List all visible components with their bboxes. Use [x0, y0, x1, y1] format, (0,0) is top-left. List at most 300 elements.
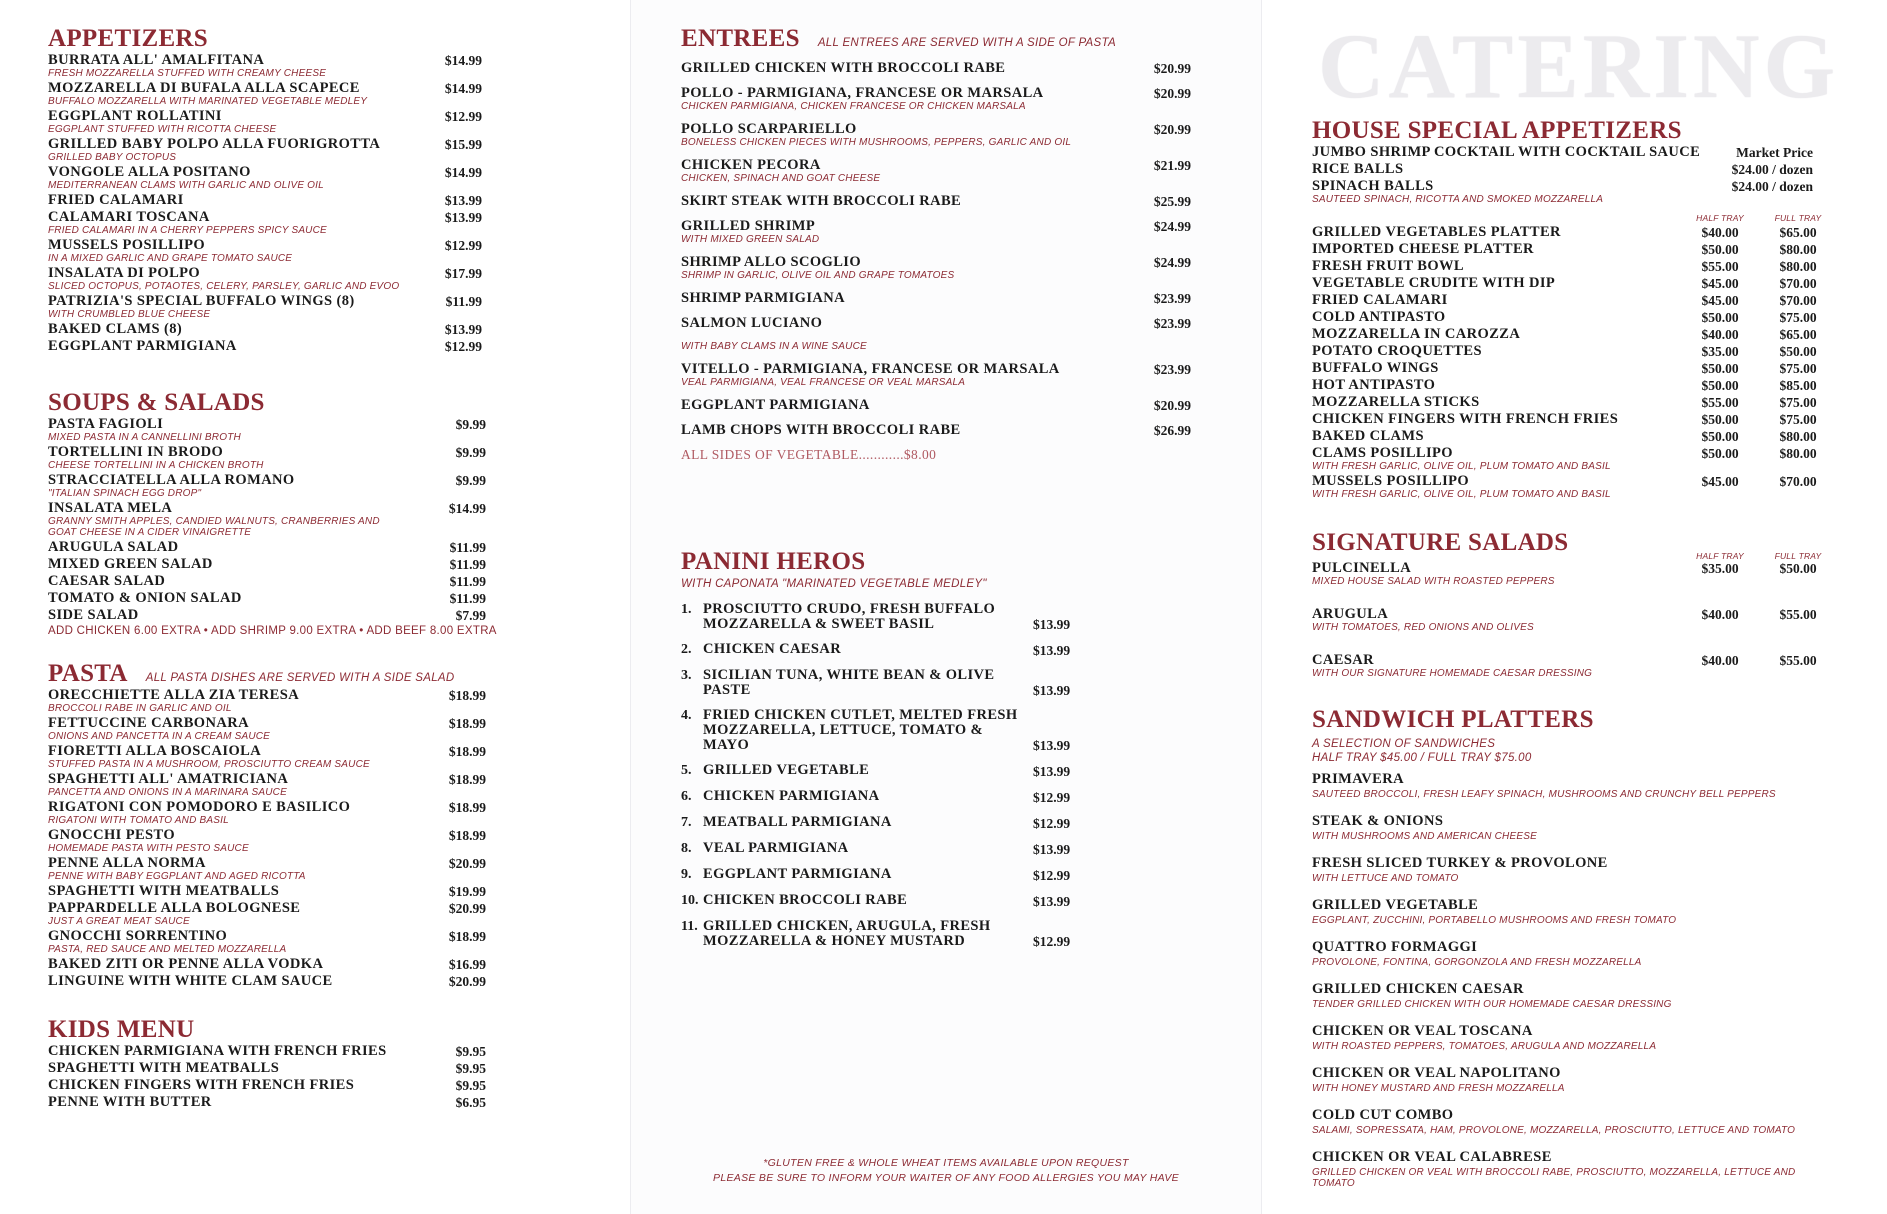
- menu-item-price: $25.99: [1153, 194, 1191, 209]
- menu-item-row: [48, 540, 582, 555]
- menu-item: [681, 341, 1201, 352]
- catering-item-name: RICE BALLS: [1312, 161, 1404, 177]
- sandwich-title: SANDWICH PLATTERS: [1312, 706, 1594, 733]
- menu-item-row: [48, 828, 582, 843]
- half-tray-price: $50.00: [1701, 429, 1739, 444]
- menu-item-price: $23.99: [1153, 362, 1191, 377]
- menu-item-row: [48, 800, 582, 815]
- menu-item-row: [48, 957, 582, 972]
- menu-item-price: $9.95: [455, 1061, 486, 1076]
- sandwich-name: CHICKEN OR VEAL CALABRESE: [1312, 1149, 1552, 1165]
- menu-item-price: $15.99: [444, 137, 482, 152]
- menu-item-name: GNOCCHI SORRENTINO: [48, 928, 228, 944]
- full-tray-price: $50.00: [1779, 561, 1817, 576]
- catering-item-name: BAKED CLAMS: [1312, 428, 1424, 444]
- sandwich-item: [1312, 1066, 1837, 1094]
- half-tray-label: HALF TRAY: [1696, 213, 1744, 223]
- menu-item-row: [681, 398, 1201, 413]
- menu-item-desc: GRILLED BABY OCTOPUS: [48, 152, 177, 163]
- pasta-section: [48, 661, 582, 989]
- menu-item-row: [48, 445, 582, 460]
- half-tray-price: $50.00: [1701, 378, 1739, 393]
- menu-item-row: [48, 1044, 582, 1059]
- catering-tray-row: [1312, 293, 1837, 308]
- half-tray-price: $55.00: [1701, 259, 1739, 274]
- menu-item: [48, 137, 582, 163]
- menu-item-desc: BONELESS CHICKEN PIECES WITH MUSHROOMS, PEPPERS, GARLIC AND OIL: [681, 137, 1072, 148]
- menu-item-name: TOMATO & ONION SALAD: [48, 590, 242, 606]
- menu-item-name: GRILLED BABY POLPO ALLA FUORIGROTTA: [48, 136, 381, 152]
- sandwich-name: CHICKEN OR VEAL NAPOLITANO: [1312, 1065, 1561, 1081]
- full-tray-price: $70.00: [1779, 474, 1817, 489]
- menu-item-price: $23.99: [1153, 291, 1191, 306]
- full-tray-label: FULL TRAY: [1774, 213, 1822, 223]
- menu-item: [48, 109, 582, 135]
- menu-item: [48, 688, 582, 714]
- sandwich-name: FRESH SLICED TURKEY & PROVOLONE: [1312, 855, 1608, 871]
- menu-item-price: $20.99: [1153, 398, 1191, 413]
- catering-item-price: $24.00 / dozen: [1731, 179, 1813, 194]
- salad-name: CAESAR: [1312, 652, 1375, 668]
- menu-item-desc: FRESH MOZZARELLA STUFFED WITH CREAMY CHEESE: [48, 68, 327, 79]
- sandwich-name: GRILLED VEGETABLE: [1312, 897, 1479, 913]
- menu-item-price: $20.99: [448, 974, 486, 989]
- menu-item-price: $26.99: [1153, 423, 1191, 438]
- menu-item-name: CHICKEN PARMIGIANA WITH FRENCH FRIES: [48, 1043, 387, 1059]
- menu-item-price: $17.99: [444, 266, 482, 281]
- menu-item-row: [48, 165, 582, 180]
- salad-item: [1312, 561, 1837, 587]
- half-tray-price: $45.00: [1701, 474, 1739, 489]
- panini-item-price: $13.99: [1033, 617, 1071, 632]
- panini-item-price: $12.99: [1033, 816, 1071, 831]
- footer-notes: [631, 1156, 1261, 1186]
- panini-title: PANINI HEROS: [681, 548, 866, 575]
- panini-item: [681, 815, 1201, 831]
- sandwich-section: [1312, 707, 1837, 1189]
- menu-item-name: CHICKEN PECORA: [681, 157, 821, 173]
- menu-item-row: [48, 591, 582, 606]
- menu-item-desc: CHICKEN PARMIGIANA, CHICKEN FRANCESE OR CHICKEN MARSALA: [681, 101, 1026, 112]
- menu-item-price: $18.99: [448, 929, 486, 944]
- panini-item-number: 10.: [681, 893, 699, 908]
- menu-item: [48, 856, 582, 882]
- menu-item-price: $18.99: [448, 828, 486, 843]
- full-tray-price: $80.00: [1779, 429, 1817, 444]
- panini-item-number: 6.: [681, 789, 692, 804]
- menu-item-name: SALMON LUCIANO: [681, 315, 823, 331]
- menu-item-name: LAMB CHOPS WITH BROCCOLI RABE: [681, 422, 961, 438]
- menu-item-price: $16.99: [448, 957, 486, 972]
- menu-item-price: $14.99: [448, 501, 486, 516]
- menu-item-name: FRIED CALAMARI: [48, 192, 184, 208]
- menu-item-name: ARUGULA SALAD: [48, 539, 179, 555]
- menu-item-row: [681, 194, 1201, 209]
- menu-item-name: VITELLO - PARMIGIANA, FRANCESE OR MARSALA: [681, 361, 1060, 377]
- menu-item: [48, 339, 582, 354]
- half-tray-price: $45.00: [1701, 276, 1739, 291]
- menu-item-row: [48, 137, 582, 152]
- menu-item-price: $9.95: [455, 1078, 486, 1093]
- menu-item-row: [48, 294, 582, 309]
- panini-item-number: 4.: [681, 708, 692, 723]
- half-tray-price: $40.00: [1701, 327, 1739, 342]
- panini-item-name: GRILLED CHICKEN, ARUGULA, FRESH MOZZARELLA & HONEY MUSTARD: [703, 918, 991, 949]
- full-tray-price: $75.00: [1779, 310, 1817, 325]
- catering-item-desc: WITH FRESH GARLIC, OLIVE OIL, PLUM TOMATO AND BASIL: [1312, 489, 1611, 500]
- menu-item-price: $7.99: [455, 608, 486, 623]
- sandwich-name: COLD CUT COMBO: [1312, 1107, 1454, 1123]
- sandwich-name: GRILLED CHICKEN CAESAR: [1312, 981, 1524, 997]
- menu-item-desc: BUFFALO MOZZARELLA WITH MARINATED VEGETABLE MEDLEY: [48, 96, 368, 107]
- panini-item: [681, 602, 1201, 632]
- menu-item: [48, 1044, 582, 1059]
- menu-item: [48, 716, 582, 742]
- menu-item: [48, 957, 582, 972]
- soups-addons: ADD CHICKEN 6.00 EXTRA • ADD SHRIMP 9.00 EXTRA • ADD BEEF 8.00 EXTRA: [48, 625, 497, 637]
- soups-section: [48, 390, 582, 637]
- panini-item-number: 8.: [681, 841, 692, 856]
- catering-tray-item: [1312, 474, 1837, 500]
- full-tray-label: FULL TRAY: [1774, 551, 1822, 561]
- pasta-list: [48, 688, 582, 989]
- menu-item-name: PATRIZIA'S SPECIAL BUFFALO WINGS (8): [48, 293, 355, 309]
- house-tray-header: [1312, 213, 1837, 223]
- sandwich-item: [1312, 898, 1837, 926]
- menu-item-desc: HOMEMADE PASTA WITH PESTO SAUCE: [48, 843, 249, 854]
- panini-item-price: $13.99: [1033, 738, 1071, 753]
- panini-item-name: CHICKEN CAESAR: [703, 641, 842, 657]
- panini-item-name: VEAL PARMIGIANA: [703, 840, 849, 856]
- panini-item: [681, 668, 1201, 698]
- menu-item: [681, 194, 1201, 209]
- catering-tray-row: [1312, 429, 1837, 444]
- sandwich-desc: SALAMI, SOPRESSATA, HAM, PROVOLONE, MOZZARELLA, PROSCIUTTO, LETTUCE AND TOMATO: [1312, 1125, 1796, 1136]
- catering-item-name: GRILLED VEGETABLES PLATTER: [1312, 224, 1561, 240]
- catering-tray-item: [1312, 225, 1837, 240]
- menu-item-name: BURRATA ALL' AMALFITANA: [48, 52, 265, 68]
- kids-section: [48, 1017, 582, 1110]
- catering-tray-row: [1312, 446, 1837, 461]
- panini-item-price: $13.99: [1033, 683, 1071, 698]
- catering-item-name: SPINACH BALLS: [1312, 178, 1434, 194]
- catering-tray-item: [1312, 276, 1837, 291]
- panini-item: [681, 893, 1201, 909]
- full-tray-price: $70.00: [1779, 293, 1817, 308]
- menu-item-name: MOZZARELLA DI BUFALA ALLA SCAPECE: [48, 80, 360, 96]
- half-tray-price: $55.00: [1701, 395, 1739, 410]
- menu-item-row: [48, 901, 582, 916]
- menu-item-row: [48, 53, 582, 68]
- menu-item-row: [48, 81, 582, 96]
- catering-item-name: HOT ANTIPASTO: [1312, 377, 1436, 393]
- catering-watermark-title: CATERING: [1318, 15, 1840, 117]
- menu-item-price: $20.99: [1153, 86, 1191, 101]
- sandwich-name: QUATTRO FORMAGGI: [1312, 939, 1478, 955]
- menu-item: [48, 974, 582, 989]
- menu-item: [48, 884, 582, 899]
- menu-item: [681, 61, 1201, 76]
- column-left: [0, 0, 630, 1214]
- menu-item-price: $19.99: [448, 884, 486, 899]
- menu-item-price: $11.99: [449, 574, 486, 589]
- full-tray-price: $75.00: [1779, 412, 1817, 427]
- menu-item: [48, 800, 582, 826]
- column-middle: [630, 0, 1262, 1214]
- catering-item-desc: WITH FRESH GARLIC, OLIVE OIL, PLUM TOMATO AND BASIL: [1312, 461, 1611, 472]
- panini-item-price: $13.99: [1033, 643, 1071, 658]
- catering-item-name: FRESH FRUIT BOWL: [1312, 258, 1464, 274]
- sandwich-desc: PROVOLONE, FONTINA, GORGONZOLA AND FRESH MOZZARELLA: [1312, 957, 1642, 968]
- kids-title: KIDS MENU: [48, 1016, 195, 1043]
- half-tray-price: $35.00: [1701, 561, 1739, 576]
- full-tray-price: $65.00: [1779, 225, 1817, 240]
- menu-item-price: $20.99: [1153, 61, 1191, 76]
- menu-item: [681, 122, 1201, 148]
- catering-tray-item: [1312, 446, 1837, 472]
- menu-item-name: LINGUINE WITH WHITE CLAM SAUCE: [48, 973, 333, 989]
- catering-item-name: MOZZARELLA IN CAROZZA: [1312, 326, 1521, 342]
- entrees-list: [681, 61, 1201, 438]
- menu-item-row: [681, 122, 1201, 137]
- menu-item: [48, 1078, 582, 1093]
- sandwich-item: [1312, 772, 1837, 800]
- sandwich-item: [1312, 1150, 1837, 1189]
- menu-item-desc: IN A MIXED GARLIC AND GRAPE TOMATO SAUCE: [48, 253, 293, 264]
- footer-allergy-note: PLEASE BE SURE TO INFORM YOUR WAITER OF ANY FOOD ALLERGIES YOU MAY HAVE: [713, 1172, 1179, 1184]
- menu-item-row: [48, 1095, 582, 1110]
- panini-item: [681, 789, 1201, 805]
- sandwich-desc: EGGPLANT, ZUCCHINI, PORTABELLO MUSHROOMS AND FRESH TOMATO: [1312, 915, 1677, 926]
- catering-item-name: VEGETABLE CRUDITE WITH DIP: [1312, 275, 1556, 291]
- menu-item: [681, 158, 1201, 184]
- half-tray-price: $35.00: [1701, 344, 1739, 359]
- panini-item-number: 1.: [681, 602, 692, 617]
- salads-list: [1312, 561, 1837, 679]
- panini-item-price: $12.99: [1033, 868, 1071, 883]
- full-tray-price: $80.00: [1779, 259, 1817, 274]
- catering-top-item: [1312, 145, 1837, 160]
- menu-item-name: SIDE SALAD: [48, 607, 139, 623]
- panini-item: [681, 867, 1201, 883]
- menu-item-price: $13.99: [444, 193, 482, 208]
- menu-item-name: FETTUCCINE CARBONARA: [48, 715, 249, 731]
- half-tray-price: $45.00: [1701, 293, 1739, 308]
- menu-item-name: TORTELLINI IN BRODO: [48, 444, 224, 460]
- menu-item-name: INSALATA MELA: [48, 500, 173, 516]
- catering-tray-row: [1312, 344, 1837, 359]
- menu-item-row: [681, 255, 1201, 270]
- menu-item: [48, 772, 582, 798]
- panini-item-price: $12.99: [1033, 790, 1071, 805]
- menu-item-name: FIORETTI ALLA BOSCAIOLA: [48, 743, 262, 759]
- menu-item-name: EGGPLANT PARMIGIANA: [681, 397, 870, 413]
- menu-item-desc: GRANNY SMITH APPLES, CANDIED WALNUTS, CRANBERRIES AND GOAT CHEESE IN A CIDER VINAIGRETTE: [48, 516, 380, 538]
- menu-item-name: CAESAR SALAD: [48, 573, 166, 589]
- menu-item-name: EGGPLANT PARMIGIANA: [48, 338, 237, 354]
- menu-item: [48, 1061, 582, 1076]
- menu-item-price: $9.99: [455, 473, 486, 488]
- catering-tray-item: [1312, 259, 1837, 274]
- menu-item-price: $14.99: [444, 53, 482, 68]
- menu-item-row: [48, 417, 582, 432]
- catering-tray-item: [1312, 344, 1837, 359]
- house-special-title: HOUSE SPECIAL APPETIZERS: [1312, 117, 1682, 144]
- soups-title: SOUPS & SALADS: [48, 389, 265, 416]
- menu-item-price: $18.99: [448, 688, 486, 703]
- entrees-title: ENTREES: [681, 25, 800, 52]
- menu-item-name: RIGATONI CON POMODORO E BASILICO: [48, 799, 351, 815]
- menu-item-price: $11.99: [449, 540, 486, 555]
- menu-item-price: $18.99: [448, 716, 486, 731]
- catering-tray-row: [1312, 395, 1837, 410]
- entrees-section: [681, 26, 1201, 463]
- panini-item-price: $13.99: [1033, 764, 1071, 779]
- menu-item-desc: MIXED PASTA IN A CANNELLINI BROTH: [48, 432, 241, 443]
- panini-item-number: 11.: [681, 919, 698, 934]
- sandwich-list: [1312, 772, 1837, 1189]
- menu-item-name: CALAMARI TOSCANA: [48, 209, 210, 225]
- menu-item-desc: MEDITERRANEAN CLAMS WITH GARLIC AND OLIVE OIL: [48, 180, 324, 191]
- panini-item-number: 3.: [681, 668, 692, 683]
- menu-item-price: $18.99: [448, 772, 486, 787]
- menu-item-price: $12.99: [444, 238, 482, 253]
- catering-tray-item: [1312, 310, 1837, 325]
- menu-item: [48, 591, 582, 606]
- catering-tray-row: [1312, 259, 1837, 274]
- menu-item-desc: WITH CRUMBLED BLUE CHEESE: [48, 309, 211, 320]
- menu-item-price: $20.99: [448, 901, 486, 916]
- menu-item-price: $13.99: [444, 322, 482, 337]
- full-tray-price: $75.00: [1779, 361, 1817, 376]
- catering-tray-item: [1312, 412, 1837, 427]
- catering-item-price: Market Price: [1736, 145, 1813, 160]
- menu-item: [48, 210, 582, 236]
- salad-row: [1312, 653, 1837, 668]
- menu-item-row: [48, 557, 582, 572]
- panini-item: [681, 919, 1201, 949]
- menu-item: [48, 322, 582, 337]
- entrees-sides: ALL SIDES OF VEGETABLE............$8.00: [681, 447, 937, 462]
- full-tray-price: $65.00: [1779, 327, 1817, 342]
- menu-item-row: [48, 238, 582, 253]
- menu-item-name: POLLO SCARPARIELLO: [681, 121, 857, 137]
- sandwich-note-2: HALF TRAY $45.00 / FULL TRAY $75.00: [1312, 752, 1532, 764]
- sandwich-item: [1312, 940, 1837, 968]
- catering-item-name: CHICKEN FINGERS WITH FRENCH FRIES: [1312, 411, 1619, 427]
- menu-item-price: $9.99: [455, 445, 486, 460]
- menu-item-price: $21.99: [1153, 158, 1191, 173]
- sandwich-item: [1312, 814, 1837, 842]
- panini-item: [681, 763, 1201, 779]
- menu-item: [48, 828, 582, 854]
- salad-desc: WITH OUR SIGNATURE HOMEMADE CAESAR DRESSING: [1312, 668, 1593, 679]
- menu-item-name: ORECCHIETTE ALLA ZIA TERESA: [48, 687, 300, 703]
- salad-name: ARUGULA: [1312, 606, 1389, 622]
- menu-item-row: [48, 210, 582, 225]
- salad-item: [1312, 653, 1837, 679]
- menu-item: [48, 574, 582, 589]
- menu-item-desc: PANCETTA AND ONIONS IN A MARINARA SAUCE: [48, 787, 287, 798]
- menu-item-desc: JUST A GREAT MEAT SAUCE: [48, 916, 190, 927]
- menu-item-name: CHICKEN FINGERS WITH FRENCH FRIES: [48, 1077, 355, 1093]
- panini-item-number: 9.: [681, 867, 692, 882]
- menu-item: [48, 53, 582, 79]
- salad-row: [1312, 561, 1837, 576]
- panini-item-name: MEATBALL PARMIGIANA: [703, 814, 892, 830]
- menu-item: [681, 423, 1201, 438]
- pasta-note: ALL PASTA DISHES ARE SERVED WITH A SIDE SALAD: [145, 672, 455, 684]
- menu-item-desc: "ITALIAN SPINACH EGG DROP": [48, 488, 202, 499]
- menu-item-desc: STUFFED PASTA IN A MUSHROOM, PROSCIUTTO CREAM SAUCE: [48, 759, 370, 770]
- menu-item-price: $14.99: [444, 165, 482, 180]
- menu-item-price: $12.99: [444, 109, 482, 124]
- menu-item-row: [681, 61, 1201, 76]
- menu-item: [48, 557, 582, 572]
- panini-item-name: CHICKEN PARMIGIANA: [703, 788, 880, 804]
- menu-item-price: $13.99: [444, 210, 482, 225]
- catering-item-name: CLAMS POSILLIPO: [1312, 445, 1453, 461]
- menu-item-row: [48, 109, 582, 124]
- menu-item-row: [681, 86, 1201, 101]
- half-tray-price: $50.00: [1701, 412, 1739, 427]
- panini-section: [681, 549, 1201, 949]
- menu-item-row: [681, 362, 1201, 377]
- catering-tray-row: [1312, 412, 1837, 427]
- appetizers-section: [48, 26, 582, 354]
- catering-item-name: POTATO CROQUETTES: [1312, 343, 1482, 359]
- panini-item-price: $13.99: [1033, 842, 1071, 857]
- menu-item-row: [48, 856, 582, 871]
- menu-item-row: [48, 608, 582, 623]
- menu-item-name: SHRIMP PARMIGIANA: [681, 290, 846, 306]
- salad-item: [1312, 607, 1837, 633]
- menu-item-price: $24.99: [1153, 219, 1191, 234]
- menu-item-row: [48, 772, 582, 787]
- full-tray-price: $55.00: [1779, 607, 1817, 622]
- panini-note: WITH CAPONATA "MARINATED VEGETABLE MEDLEY": [681, 578, 987, 590]
- appetizers-title: APPETIZERS: [48, 25, 208, 52]
- menu-item-price: $20.99: [448, 856, 486, 871]
- menu-item-desc: CHICKEN, SPINACH AND GOAT CHEESE: [681, 173, 881, 184]
- menu-item-name: SPAGHETTI ALL' AMATRICIANA: [48, 771, 289, 787]
- panini-item: [681, 642, 1201, 658]
- menu-item: [48, 238, 582, 264]
- catering-tray-item: [1312, 429, 1837, 444]
- menu-item-row: [48, 716, 582, 731]
- signature-salads-section: [1312, 530, 1837, 679]
- panini-item-name: EGGPLANT PARMIGIANA: [703, 866, 892, 882]
- menu-item-row: [48, 193, 582, 208]
- half-tray-price: $40.00: [1701, 607, 1739, 622]
- menu-item-price: $23.99: [1153, 316, 1191, 331]
- menu-item-name: SKIRT STEAK WITH BROCCOLI RABE: [681, 193, 962, 209]
- full-tray-price: $55.00: [1779, 653, 1817, 668]
- panini-item-price: $13.99: [1033, 894, 1071, 909]
- catering-tray-item: [1312, 361, 1837, 376]
- panini-item-price: $12.99: [1033, 934, 1071, 949]
- menu-item: [48, 540, 582, 555]
- sandwich-name: PRIMAVERA: [1312, 771, 1404, 787]
- menu-item-row: [48, 266, 582, 281]
- full-tray-price: $80.00: [1779, 242, 1817, 257]
- menu-item-name: PENNE ALLA NORMA: [48, 855, 206, 871]
- full-tray-price: $50.00: [1779, 344, 1817, 359]
- menu-item-name: VONGOLE ALLA POSITANO: [48, 164, 251, 180]
- sandwich-desc: WITH LETTUCE AND TOMATO: [1312, 873, 1459, 884]
- menu-item-name: SPAGHETTI WITH MEATBALLS: [48, 883, 280, 899]
- panini-item-name: SICILIAN TUNA, WHITE BEAN & OLIVE PASTE: [703, 667, 995, 698]
